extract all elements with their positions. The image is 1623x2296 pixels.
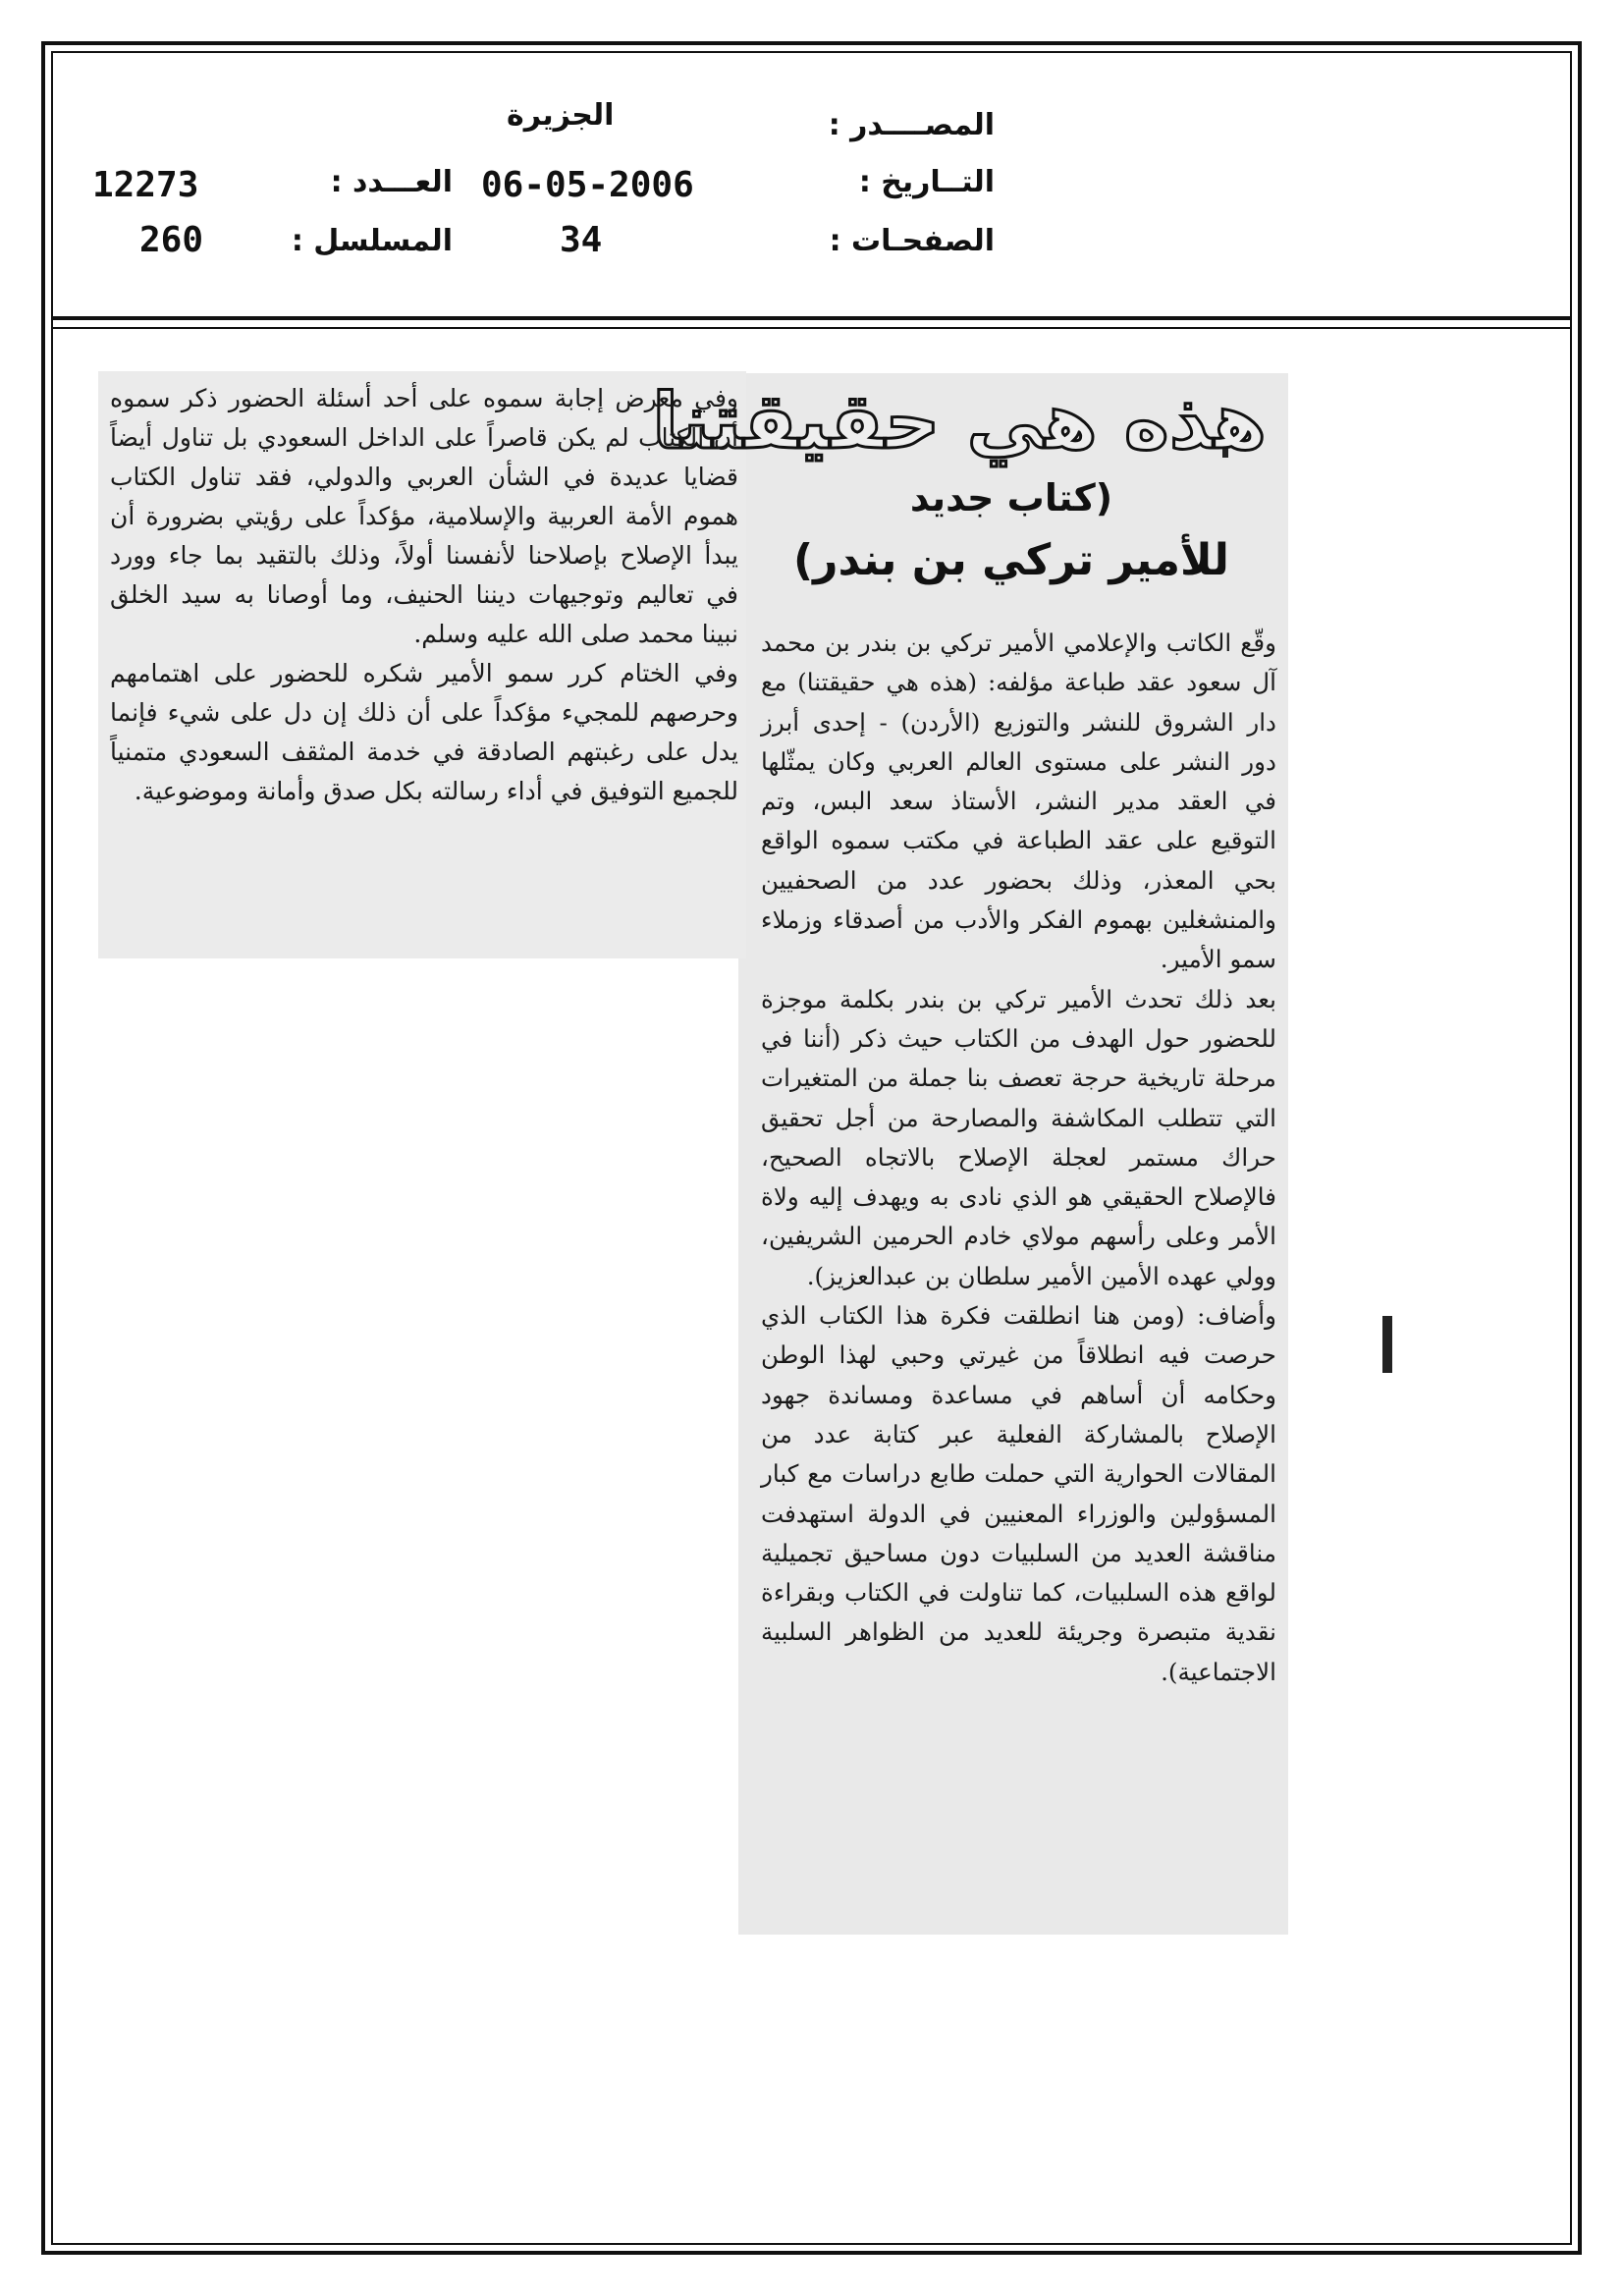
- serial-label: المسلسل :: [291, 224, 453, 258]
- source-label: المصــــدر :: [828, 108, 995, 142]
- header-divider: [51, 316, 1572, 320]
- column-marker: [1382, 1316, 1392, 1373]
- article-author-line: للأمير تركي بن بندر): [793, 535, 1229, 585]
- paragraph: وقّع الكاتب والإعلامي الأمير تركي بن بندر بن محمد آل سعود عقد طباعة مؤلفه: (هذه هي حقيقتنا) مع دار الشروق للنشر والتوزيع (الأردن) - إحدى أبرز دور النشر على مستوى العالم العربي وكان يمثّلها في العقد مدير النشر، الأستاذ سعد البس، وتم التوقيع على عقد الطباعة في مكتب سموه الواقع بحي المعذر، وذلك بحضور عدد من الصحفيين والمنشغلين بهموم الفكر والأدب من أصدقاء وزملاء سمو الأمير.: [761, 629, 1276, 974]
- pages-value: 34: [560, 220, 603, 260]
- article-subtitle: (كتاب جديد: [909, 476, 1113, 519]
- paragraph: وأضاف: (ومن هنا انطلقت فكرة هذا الكتاب الذي حرصت فيه انطلاقاً من غيرتي وحبي لهذا الوطن وحكامه أن أساهم في مساعدة ومساندة جهود الإصلاح بالمشاركة الفعلية عبر كتابة عدد من المقالات الحوارية التي حملت طابع دراسات مع كبار المسؤولين والوزراء المعنيين في الدولة استهدفت مناقشة العديد من السلبيات دون مساحيق تجميلية لواقع هذه السلبيات، كما تناولت في الكتاب وبقراءة نقدية متبصرة وجريئة للعديد من الظواهر السلبية الاجتماعية).: [761, 1301, 1276, 1686]
- header-divider-thin: [51, 327, 1572, 329]
- issue-label: العـــدد :: [330, 165, 453, 199]
- paragraph: وفي معرض إجابة سموه على أحد أسئلة الحضور ذكر سموه أن الكتاب لم يكن قاصراً على الداخل السعودي بل تناول أيضاً قضايا عديدة في الشأن العربي والدولي، فقد تناول الكتاب هموم الأمة العربية والإسلامية، مؤكداً على رؤيتي بضرورة أن يبدأ الإصلاح بإصلاحنا لأنفسنا أولاً، وذلك بالتقيد بما جاء وورد في تعاليم وتوجيهات ديننا الحنيف، وما أوصانا به سيد الخلق نبينا محمد صلى الله عليه وسلم.: [110, 384, 738, 648]
- article-body-left: [110, 379, 738, 811]
- date-value: 06-05-2006: [481, 165, 694, 205]
- pages-label: الصفحـات :: [829, 224, 995, 258]
- issue-value: 12273: [92, 165, 199, 205]
- paragraph: بعد ذلك تحدث الأمير تركي بن بندر بكلمة موجزة للحضور حول الهدف من الكتاب حيث ذكر (أننا في مرحلة تاريخية حرجة تعصف بنا جملة من المتغيرات التي تتطلب المكاشفة والمصارحة من أجل تحقيق حراك مستمر لعجلة الإصلاح بالاتجاه الصحيح، فالإصلاح الحقيقي هو الذي نادى به ويهدف إليه ولاة الأمر وعلى رأسهم مولاي خادم الحرمين الشريفين، وولي عهده الأمين الأمير سلطان بن عبدالعزيز).: [761, 984, 1276, 1290]
- date-label: التــاريخ :: [858, 165, 995, 199]
- paragraph: وفي الختام كرر سمو الأمير شكره للحضور على اهتمامهم وحرصهم للمجيء مؤكداً على أن ذلك إن دل على شيء فإنما يدل على رغبتهم الصادقة في خدمة المثقف السعودي متمنياً للجميع التوفيق في أداء رسالته بكل صدق وأمانة وموضوعية.: [110, 659, 738, 805]
- article-headline: هذه هي حقيقتنا: [652, 378, 1267, 466]
- clipping-header: [53, 53, 1570, 316]
- serial-value: 260: [139, 220, 204, 260]
- article-body-right: [761, 624, 1276, 1692]
- source-value: الجزيرة: [507, 98, 615, 133]
